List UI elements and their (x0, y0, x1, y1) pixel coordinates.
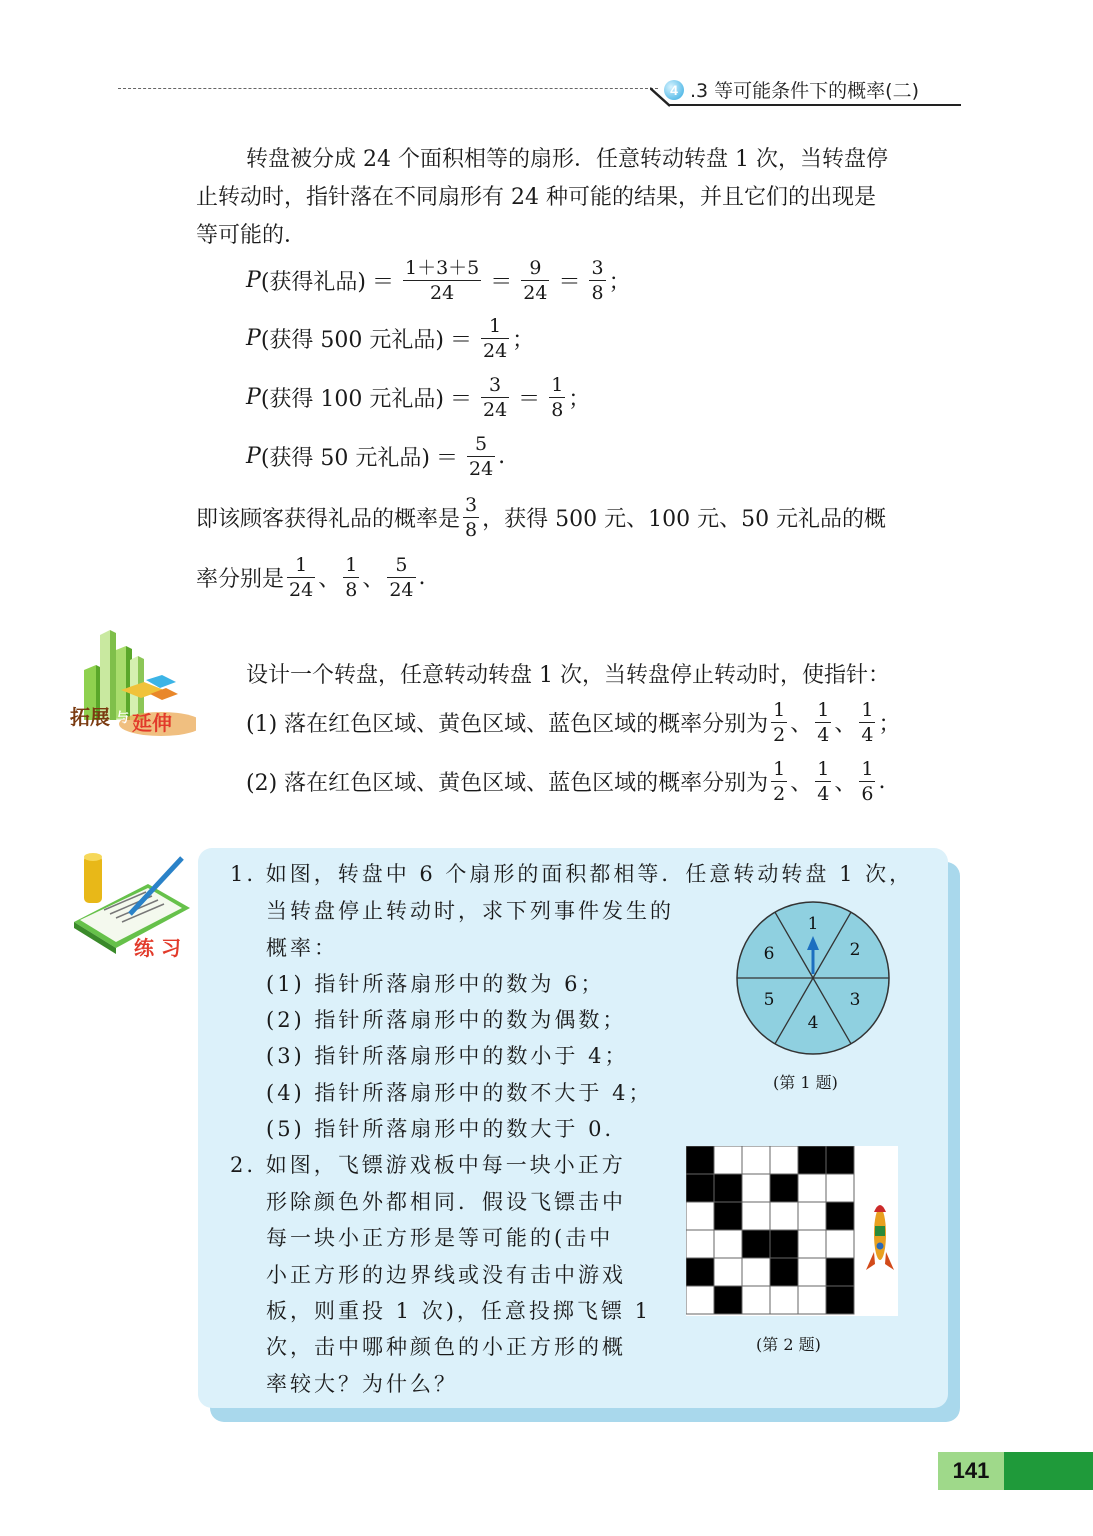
grid-cell-white (798, 1258, 826, 1286)
grid-cell-white (770, 1202, 798, 1230)
denominator: 8 (465, 518, 478, 541)
denominator: 4 (817, 723, 830, 746)
grid-cell-white (714, 1258, 742, 1286)
spinner-number: 3 (849, 990, 861, 1010)
grid-cell-black (742, 1230, 770, 1258)
grid-cell-black (686, 1146, 714, 1174)
spinner-number: 4 (807, 1013, 819, 1033)
equals-sign: ＝ (435, 445, 458, 471)
fraction (463, 493, 479, 542)
section-title: .3 等可能条件下的概率(二) (690, 80, 919, 102)
fraction (403, 256, 481, 305)
fraction (815, 698, 831, 747)
fraction (589, 256, 605, 305)
spinner-number: 6 (763, 944, 775, 964)
equals-sign: ＝ (518, 386, 541, 412)
grid-cell-black (686, 1258, 714, 1286)
q1-caption: (第 1 题) (773, 1073, 838, 1092)
q1-item-3: (3) 指针所落扇形中的数小于 4； (266, 1044, 629, 1068)
numerator: 1 (345, 553, 358, 576)
q1-item-2: (2) 指针所落扇形中的数为偶数； (266, 1008, 627, 1032)
grid-cell-black (798, 1146, 826, 1174)
grid-cell-white (742, 1202, 770, 1230)
numerator: 3 (591, 256, 604, 279)
prob-symbol: P (246, 325, 261, 351)
intro-line-2: 止转动时，指针落在不同扇形有 24 种可能的结果，并且它们的出现是 (196, 185, 876, 210)
grid-cell-white (714, 1230, 742, 1258)
numerator: 9 (521, 256, 549, 281)
fraction (771, 698, 787, 747)
numerator: 1 (287, 553, 315, 578)
grid-cell-black (714, 1286, 742, 1314)
equation-500 (246, 314, 534, 362)
grid-cell-white (770, 1286, 798, 1314)
event-label: (获得 50 元礼品) (260, 445, 430, 471)
numerator: 1 (817, 698, 830, 721)
grid-cell-white (742, 1286, 770, 1314)
spinner-number: 2 (849, 940, 861, 960)
grid-cell-black (826, 1202, 854, 1230)
event-label: (获得礼品) (260, 269, 366, 295)
extension-intro: 设计一个转盘，任意转动转盘 1 次，当转盘停止转动时，使指针： (246, 663, 890, 688)
item-text: (2) 落在红色区域、黄色区域、蓝色区域的概率分别为 (246, 770, 769, 796)
grid-cell-white (686, 1230, 714, 1258)
denominator: 24 (482, 339, 508, 362)
grid-cell-white (798, 1286, 826, 1314)
denominator: 6 (861, 782, 874, 805)
grid-cell-white (798, 1202, 826, 1230)
grid-cell-white (686, 1286, 714, 1314)
numerator: 3 (481, 373, 509, 398)
numerator: 1 (817, 757, 830, 780)
grid-cell-white (798, 1174, 826, 1202)
punctuation: ； (512, 327, 535, 353)
equation-100 (246, 373, 590, 421)
intro-line-3: 等可能的． (196, 223, 307, 248)
numerator: 1 (481, 314, 509, 339)
grid-cell-white (742, 1258, 770, 1286)
grid-cell-white (742, 1146, 770, 1174)
separator: 、 (790, 770, 813, 796)
page-number-bar (1004, 1452, 1093, 1490)
conclusion-text: 率分别是 (196, 566, 285, 592)
denominator: 4 (817, 782, 830, 805)
extension-label-c: 延伸 (132, 711, 172, 735)
denominator: 8 (345, 578, 358, 601)
chapter-badge: 4 (664, 80, 684, 100)
equation-50 (246, 432, 505, 480)
denominator: 24 (430, 281, 455, 304)
separator: 、 (834, 770, 857, 796)
numerator: 1 (773, 698, 786, 721)
grid-cell-black (770, 1230, 798, 1258)
dartboard-grid (686, 1146, 854, 1314)
numerator: 3 (465, 493, 478, 516)
q1-line-1: 1. 如图，转盘中 6 个扇形的面积都相等．任意转动转盘 1 次， (230, 862, 914, 886)
grid-cell-black (714, 1202, 742, 1230)
prob-symbol: P (246, 267, 261, 293)
conclusion-line-1 (196, 492, 886, 542)
denominator: 24 (389, 578, 414, 601)
prob-symbol: P (246, 443, 261, 469)
header-rule (668, 104, 961, 106)
equation-gift (246, 256, 631, 304)
denominator: 2 (773, 782, 786, 805)
separator: 、 (834, 711, 857, 737)
spinner-figure (733, 898, 893, 1058)
q2-line-6: 次，击中哪种颜色的小正方形的概 (266, 1335, 626, 1359)
grid-cell-white (714, 1146, 742, 1174)
page-number: 141 (952, 1458, 990, 1483)
grid-cell-white (742, 1174, 770, 1202)
q2-line-1: 2. 如图，飞镖游戏板中每一块小正方 (230, 1153, 626, 1177)
fraction (287, 553, 315, 602)
grid-cell-black (770, 1174, 798, 1202)
fraction (481, 314, 509, 363)
q2-line-7: 率较大？为什么？ (266, 1372, 458, 1396)
grid-cell-black (686, 1174, 714, 1202)
extension-label-a: 拓展 (70, 705, 110, 729)
q2-line-4: 小正方形的边界线或没有击中游戏 (266, 1263, 626, 1287)
fraction (859, 757, 875, 806)
fraction (343, 553, 359, 602)
header-dashed-rule (118, 88, 658, 89)
separator: 、 (790, 711, 813, 737)
denominator: 2 (773, 723, 786, 746)
q1-item-4: (4) 指针所落扇形中的数不大于 4； (266, 1081, 653, 1105)
q1-line-2: 当转盘停止转动时，求下列事件发生的 (266, 899, 674, 923)
grid-cell-black (826, 1258, 854, 1286)
conclusion-line-2 (196, 552, 426, 602)
numerator: 1 (861, 698, 874, 721)
grid-cell-white (826, 1174, 854, 1202)
punctuation: . (498, 443, 506, 469)
numerator: 5 (387, 553, 415, 578)
numerator: 1＋3＋5 (405, 256, 480, 279)
fraction (815, 757, 831, 806)
extension-label-b: 与 (116, 711, 130, 726)
punctuation: . (418, 564, 426, 590)
spinner-number: 5 (763, 990, 775, 1010)
grid-cell-black (770, 1258, 798, 1286)
dartboard-figure (686, 1146, 898, 1316)
fraction (481, 373, 509, 422)
denominator: 8 (591, 281, 604, 304)
denominator: 24 (482, 398, 508, 421)
conclusion-text: 即该顾客获得礼品的概率是 (196, 506, 461, 532)
conclusion-text: ，获得 500 元、100 元、50 元礼品的概 (482, 506, 887, 532)
equals-sign: ＝ (558, 269, 581, 295)
q1-item-1: (1) 指针所落扇形中的数为 6； (266, 972, 605, 996)
grid-cell-black (826, 1286, 854, 1314)
punctuation: . (878, 768, 886, 794)
grid-cell-white (686, 1202, 714, 1230)
numerator: 1 (861, 757, 874, 780)
q2-line-5: 板，则重投 1 次)，任意投掷飞镖 1 (266, 1299, 651, 1323)
denominator: 24 (468, 457, 494, 480)
practice-label: 练 习 (134, 936, 181, 960)
fraction (521, 256, 549, 305)
prob-symbol: P (246, 384, 261, 410)
punctuation: ； (568, 386, 591, 412)
punctuation: ； (878, 711, 901, 737)
numerator: 1 (551, 373, 564, 396)
event-label: (获得 100 元礼品) (260, 386, 444, 412)
grid-cell-white (770, 1146, 798, 1174)
equals-sign: ＝ (371, 269, 394, 295)
separator: 、 (318, 566, 341, 592)
separator: 、 (362, 566, 385, 592)
fraction (771, 757, 787, 806)
fraction (859, 698, 875, 747)
numerator: 1 (773, 757, 786, 780)
event-label: (获得 500 元礼品) (260, 327, 444, 353)
grid-cell-black (826, 1146, 854, 1174)
grid-cell-black (714, 1174, 742, 1202)
fraction (549, 373, 565, 422)
fraction (467, 432, 495, 481)
spinner-number: 1 (807, 914, 819, 934)
grid-cell-white (798, 1230, 826, 1258)
equals-sign: ＝ (449, 386, 472, 412)
punctuation: ； (608, 269, 631, 295)
q2-line-2: 形除颜色外都相同．假设飞镖击中 (266, 1190, 626, 1214)
q2-line-3: 每一块小正方形是等可能的(击中 (266, 1226, 614, 1250)
denominator: 4 (861, 723, 874, 746)
extension-item-2 (246, 756, 885, 806)
denominator: 24 (289, 578, 314, 601)
numerator: 5 (467, 432, 495, 457)
item-text: (1) 落在红色区域、黄色区域、蓝色区域的概率分别为 (246, 711, 769, 737)
q1-line-3: 概率： (266, 936, 338, 960)
grid-cell-white (826, 1230, 854, 1258)
fraction (387, 553, 415, 602)
equals-sign: ＝ (449, 327, 472, 353)
q1-item-5: (5) 指针所落扇形中的数大于 0． (266, 1117, 629, 1141)
extension-item-1 (246, 697, 901, 747)
equals-sign: ＝ (490, 269, 513, 295)
intro-line-1: 转盘被分成 24 个面积相等的扇形．任意转动转盘 1 次，当转盘停 (246, 147, 888, 172)
denominator: 24 (523, 281, 548, 304)
denominator: 8 (551, 398, 564, 421)
q2-caption: (第 2 题) (756, 1335, 821, 1354)
